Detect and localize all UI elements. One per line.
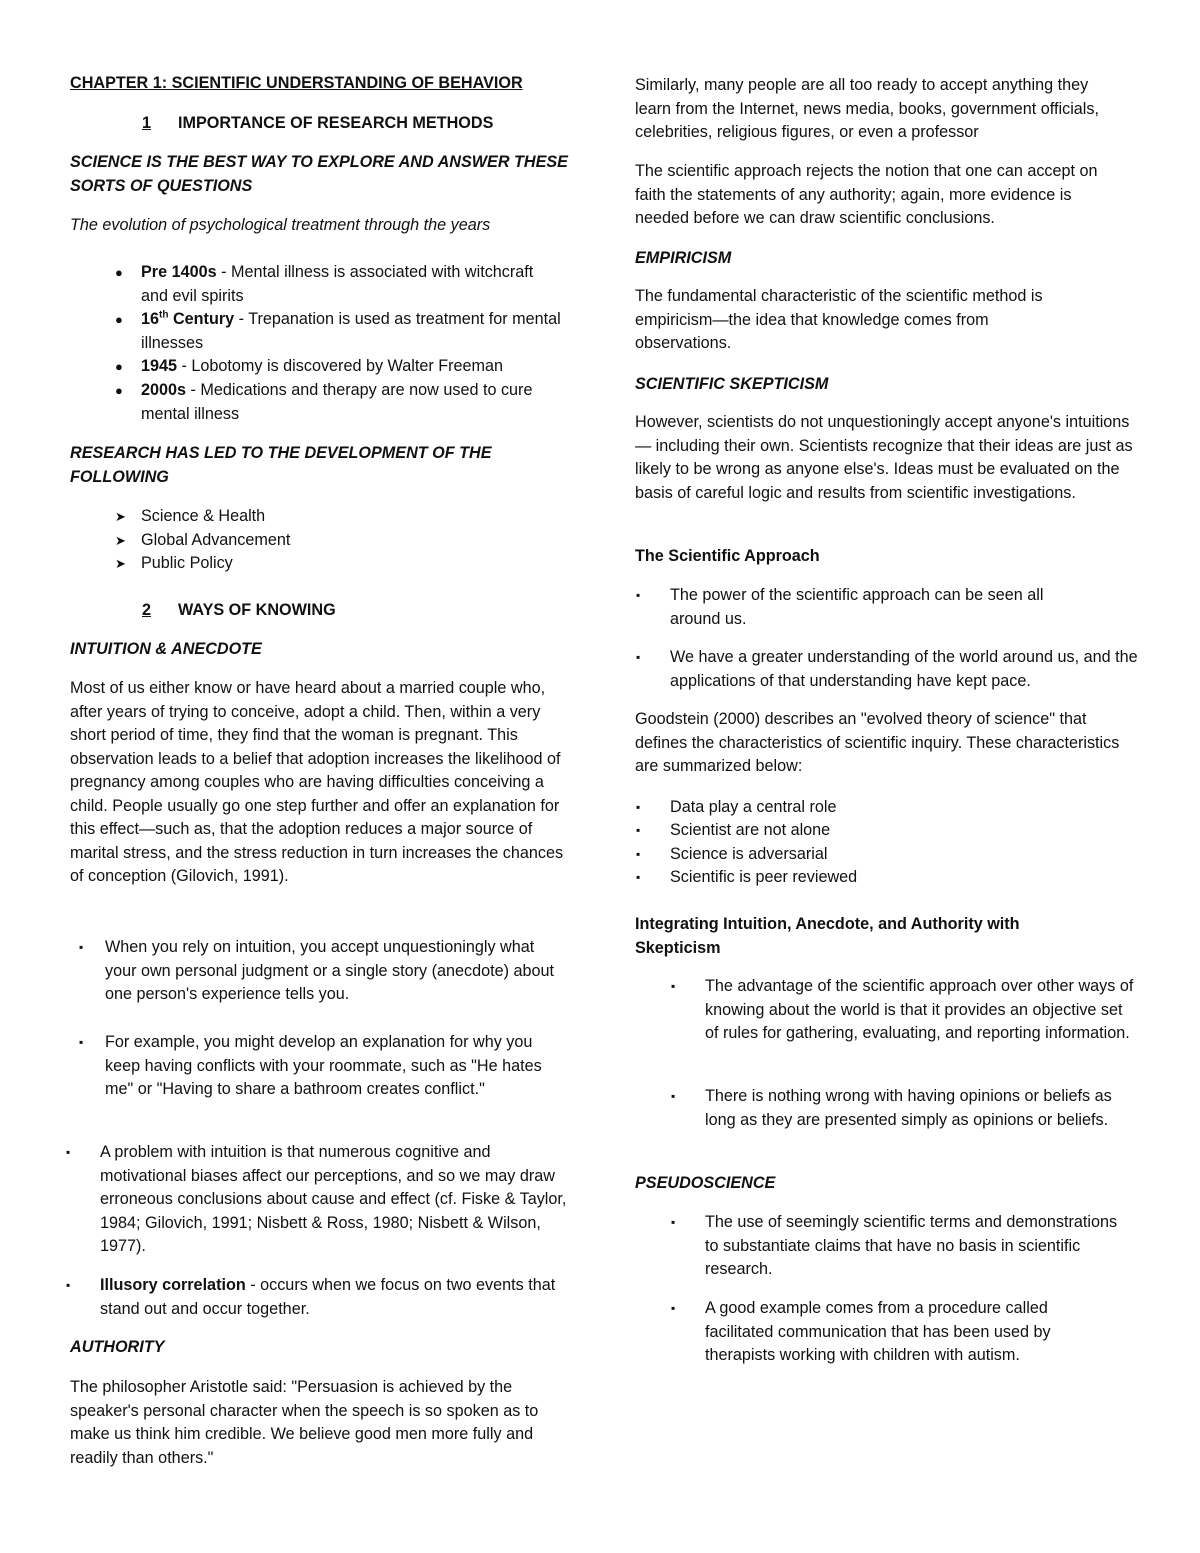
integrating-bullet: ▪ There is nothing wrong with having opinions or beliefs as long as they are presented simply as opinions or beliefs. xyxy=(671,1087,1112,1129)
pseudoscience-bullet: ▪ A good example comes from a procedure called facilitated communication that has been used by therapists working with children with autism. xyxy=(671,1299,1051,1364)
bullet-square-icon: ▪ xyxy=(636,823,641,837)
approach-bullet: ▪ We have a greater understanding of the world around us, and the applications of that understanding have kept pace. xyxy=(636,648,1138,690)
bullet-dot-icon: ● xyxy=(115,383,123,398)
bullet-square-icon: ▪ xyxy=(636,847,641,861)
arrowhead-icon: ➤ xyxy=(115,533,126,548)
bullet-dot-icon: ● xyxy=(115,359,123,374)
bullet-square-icon: ▪ xyxy=(66,1278,71,1292)
integrating-heading: Integrating Intuition, Anecdote, and Authority with Skepticism xyxy=(635,915,1020,957)
problem-bullet: ▪ A problem with intuition is that numerous cognitive and motivational biases affect our perceptions, and so we may draw erroneous conclusions about cause and effect (cf. Fiske & Taylor, 1984; Gilovich, 1991; Nisbett & Ross, 1980; Nisbett & Wilson, 1977). xyxy=(66,1143,567,1255)
timeline-item: ● 2000s - Medications and therapy are now used to cure mental illness xyxy=(115,381,533,423)
skepticism-paragraph: However, scientists do not unquestioningly accept anyone's intuitions— including their own. Scientists recognize that their ideas are just as likely to be wrong as anyone else's. Ideas must be evaluated on the basis of careful logic and results from scientific investigations. xyxy=(635,413,1133,502)
bullet-square-icon: ▪ xyxy=(79,1035,84,1049)
bullet-square-icon: ▪ xyxy=(636,870,641,884)
intuition-bullet: ▪ When you rely on intuition, you accept unquestioningly what your own personal judgment or a single story (anecdote) about one person's experience tells you. xyxy=(79,938,555,1003)
section-1-heading xyxy=(142,112,493,136)
development-item: ➤ Science & Health xyxy=(141,505,265,529)
pseudoscience-bullet: ▪ The use of seemingly scientific terms and demonstrations to substantiate claims that have no basis in scientific research. xyxy=(671,1213,1118,1278)
chapter-title: CHAPTER 1: SCIENTIFIC UNDERSTANDING OF BEHAVIOR xyxy=(70,74,523,92)
characteristic-item: ▪ Science is adversarial xyxy=(670,843,827,867)
intuition-heading: INTUITION & ANECDOTE xyxy=(70,640,262,658)
bullet-square-icon: ▪ xyxy=(66,1145,71,1159)
section-2-number: 2 xyxy=(142,601,152,619)
authority-paragraph: The philosopher Aristotle said: "Persuasion is achieved by the speaker's personal character when the speech is so spoken as to make us think him credible. We believe good men more fully and readily than others." xyxy=(70,1378,539,1467)
approach-bullet: ▪ The power of the scientific approach can be seen all around us. xyxy=(636,586,1044,628)
development-item: ➤ Global Advancement xyxy=(141,529,290,553)
bullet-square-icon: ▪ xyxy=(671,1215,676,1229)
goodstein-paragraph: Goodstein (2000) describes an "evolved theory of science" that defines the characteristics of scientific inquiry. These characteristics are summarized below: xyxy=(635,710,1120,775)
science-heading: SCIENCE IS THE BEST WAY TO EXPLORE AND ANSWER THESE SORTS OF QUESTIONS xyxy=(70,153,568,195)
similarly-paragraph: Similarly, many people are all too ready to accept anything they learn from the Internet, news media, books, government officials, celebrities, religious figures, or even a professor xyxy=(635,76,1099,141)
section-2-heading xyxy=(142,599,336,623)
arrowhead-icon: ➤ xyxy=(115,556,126,571)
evolution-caption: The evolution of psychological treatment through the years xyxy=(70,216,491,234)
approach-heading: The Scientific Approach xyxy=(635,547,820,565)
bullet-square-icon: ▪ xyxy=(636,800,641,814)
empiricism-paragraph: The fundamental characteristic of the scientific method is empiricism—the idea that knowledge comes from observations. xyxy=(635,287,1043,352)
bullet-square-icon: ▪ xyxy=(671,1089,676,1103)
bullet-square-icon: ▪ xyxy=(636,588,641,602)
bullet-square-icon: ▪ xyxy=(671,1301,676,1315)
development-item: ➤ Public Policy xyxy=(141,552,233,576)
intuition-bullet: ▪ For example, you might develop an explanation for why you keep having conflicts with your roommate, such as "He hates me" or "Having to share a bathroom creates conflict." xyxy=(79,1033,542,1098)
section-2-title: WAYS OF KNOWING xyxy=(178,601,336,619)
timeline-item: ● Pre 1400s - Mental illness is associated with witchcraft and evil spirits xyxy=(115,263,534,305)
bullet-square-icon: ▪ xyxy=(636,650,641,664)
timeline-item: ● 1945 - Lobotomy is discovered by Walter Freeman xyxy=(141,355,581,379)
integrating-bullet: ▪ The advantage of the scientific approach over other ways of knowing about the world is that it provides an objective set of rules for gathering, evaluating, and reporting information. xyxy=(671,977,1134,1042)
skepticism-heading: SCIENTIFIC SKEPTICISM xyxy=(635,375,829,393)
research-heading: RESEARCH HAS LED TO THE DEVELOPMENT OF THE FOLLOWING xyxy=(70,444,492,486)
timeline-item: ● 16th Century - Trepanation is used as treatment for mental illnesses xyxy=(115,309,561,352)
bullet-square-icon: ▪ xyxy=(79,940,84,954)
arrowhead-icon: ➤ xyxy=(115,509,126,524)
empiricism-heading: EMPIRICISM xyxy=(635,249,732,267)
bullet-dot-icon: ● xyxy=(115,265,123,280)
pseudoscience-heading: PSEUDOSCIENCE xyxy=(635,1174,776,1192)
bullet-dot-icon: ● xyxy=(115,312,123,327)
characteristic-item: ▪ Scientist are not alone xyxy=(670,819,830,843)
section-1-title: IMPORTANCE OF RESEARCH METHODS xyxy=(178,114,494,132)
bullet-square-icon: ▪ xyxy=(671,979,676,993)
authority-heading: AUTHORITY xyxy=(70,1338,165,1356)
characteristic-item: ▪ Data play a central role xyxy=(670,796,836,820)
section-1-number: 1 xyxy=(142,114,152,132)
rejects-paragraph: The scientific approach rejects the notion that one can accept on faith the statements of any authority; again, more evidence is needed before we can draw scientific conclusions. xyxy=(635,162,1098,227)
characteristic-item: ▪ Scientific is peer reviewed xyxy=(670,866,857,890)
intuition-paragraph: Most of us either know or have heard about a married couple who, after years of trying to conceive, adopt a child. Then, within a very short period of time, they find that the woman is pregnant. This observation leads to a belief that adoption increases the likelihood of pregnancy among couples who are having difficulties conceiving a child. People usually go one step further and offer an explanation for this effect—such as, that the adoption reduces a major source of marital stress, and the stress reduction in turn increases the chances of conception (Gilovich, 1991). xyxy=(70,679,564,885)
illusory-bullet: ▪ Illusory correlation - occurs when we focus on two events that stand out and occur together. xyxy=(66,1276,556,1318)
